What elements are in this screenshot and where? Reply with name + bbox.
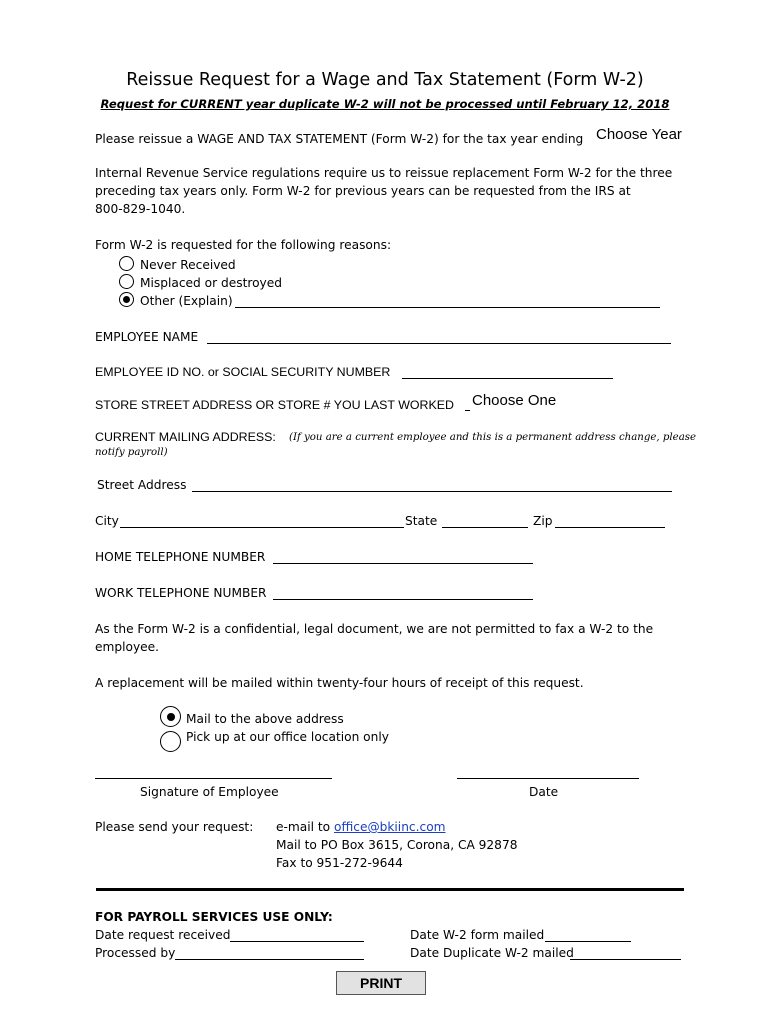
employee-id-field[interactable] — [402, 378, 613, 379]
work-phone-field[interactable] — [273, 599, 533, 600]
employee-name-label: EMPLOYEE NAME — [95, 330, 199, 344]
reason-never-received-radio[interactable] — [119, 256, 134, 271]
delivery-pickup-radio[interactable] — [160, 731, 181, 752]
replacement-note: A replacement will be mailed within twenty-four hours of receipt of this request. — [95, 676, 584, 690]
store-field-line — [465, 410, 470, 411]
employee-id-label: EMPLOYEE ID NO. or SOCIAL SECURITY NUMBER — [95, 365, 391, 379]
tax-year-label: Please reissue a WAGE AND TAX STATEMENT (Form W-2) for the tax year ending — [95, 132, 584, 146]
email-prefix: e-mail to — [276, 820, 334, 834]
delivery-mail-radio[interactable] — [160, 706, 181, 727]
state-field[interactable] — [442, 527, 528, 528]
irs-text-line2: preceding tax years only. Form W-2 for previous years can be requested from the IRS at — [95, 184, 631, 198]
section-divider — [96, 888, 684, 891]
date-mailed-field[interactable] — [545, 941, 631, 942]
email-link[interactable]: office@bkiinc.com — [334, 820, 446, 834]
mailing-address-label: CURRENT MAILING ADDRESS: — [95, 430, 276, 444]
city-label: City — [95, 514, 119, 528]
street-address-label: Street Address — [97, 478, 187, 492]
date-duplicate-label: Date Duplicate W-2 mailed — [410, 946, 574, 960]
date-field[interactable] — [457, 778, 639, 779]
signature-label: Signature of Employee — [140, 785, 279, 799]
home-phone-label: HOME TELEPHONE NUMBER — [95, 550, 266, 564]
confidential-line1: As the Form W-2 is a confidential, legal document, we are not permitted to fax a W-2 to the — [95, 622, 654, 636]
signature-field[interactable] — [95, 778, 332, 779]
radio-selected-dot — [167, 713, 175, 721]
payroll-heading: FOR PAYROLL SERVICES USE ONLY: — [95, 910, 333, 924]
date-label: Date — [529, 785, 559, 799]
date-mailed-label: Date W-2 form mailed — [410, 928, 545, 942]
reason-other-label: Other (Explain) — [140, 294, 233, 308]
delivery-mail-label: Mail to the above address — [186, 712, 344, 726]
city-field[interactable] — [120, 527, 404, 528]
date-received-label: Date request received — [95, 928, 231, 942]
reason-misplaced-label: Misplaced or destroyed — [140, 276, 283, 290]
store-select[interactable]: Choose One — [472, 392, 557, 409]
reason-never-received-label: Never Received — [140, 258, 236, 272]
page-title: Reissue Request for a Wage and Tax Statement (Form W-2) — [126, 70, 644, 90]
street-address-field[interactable] — [192, 491, 672, 492]
reason-misplaced-radio[interactable] — [119, 274, 134, 289]
page-subtitle: Request for CURRENT year duplicate W-2 will not be processed until February 12, 2018 — [100, 97, 670, 111]
other-explain-field[interactable] — [235, 307, 660, 308]
work-phone-label: WORK TELEPHONE NUMBER — [95, 586, 267, 600]
date-duplicate-field[interactable] — [570, 959, 681, 960]
mailing-address-note-2: notify payroll) — [95, 447, 168, 458]
store-address-label: STORE STREET ADDRESS OR STORE # YOU LAST WORKED — [95, 398, 454, 412]
delivery-pickup-label: Pick up at our office location only — [186, 730, 389, 744]
print-button[interactable]: PRINT — [336, 971, 426, 995]
zip-label: Zip — [533, 514, 553, 528]
irs-text-line3: 800-829-1040. — [95, 202, 186, 216]
radio-selected-dot — [123, 296, 130, 303]
employee-name-field[interactable] — [207, 343, 671, 344]
processed-by-label: Processed by — [95, 946, 176, 960]
send-mail-line: Mail to PO Box 3615, Corona, CA 92878 — [276, 838, 518, 852]
reasons-heading: Form W-2 is requested for the following reasons: — [95, 238, 392, 252]
home-phone-field[interactable] — [273, 563, 533, 564]
mailing-address-note: (If you are a current employee and this is a permanent address change, please — [289, 432, 697, 443]
send-fax-line: Fax to 951-272-9644 — [276, 856, 403, 870]
processed-by-field[interactable] — [175, 959, 364, 960]
confidential-line2: employee. — [95, 640, 160, 654]
reason-other-radio[interactable] — [119, 292, 134, 307]
date-received-field[interactable] — [230, 941, 364, 942]
tax-year-select[interactable]: Choose Year — [596, 126, 682, 143]
send-email-line — [276, 820, 446, 834]
send-label: Please send your request: — [95, 820, 254, 834]
irs-text-line1: Internal Revenue Service regulations require us to reissue replacement Form W-2 for the three — [95, 166, 673, 180]
zip-field[interactable] — [555, 527, 665, 528]
state-label: State — [405, 514, 438, 528]
